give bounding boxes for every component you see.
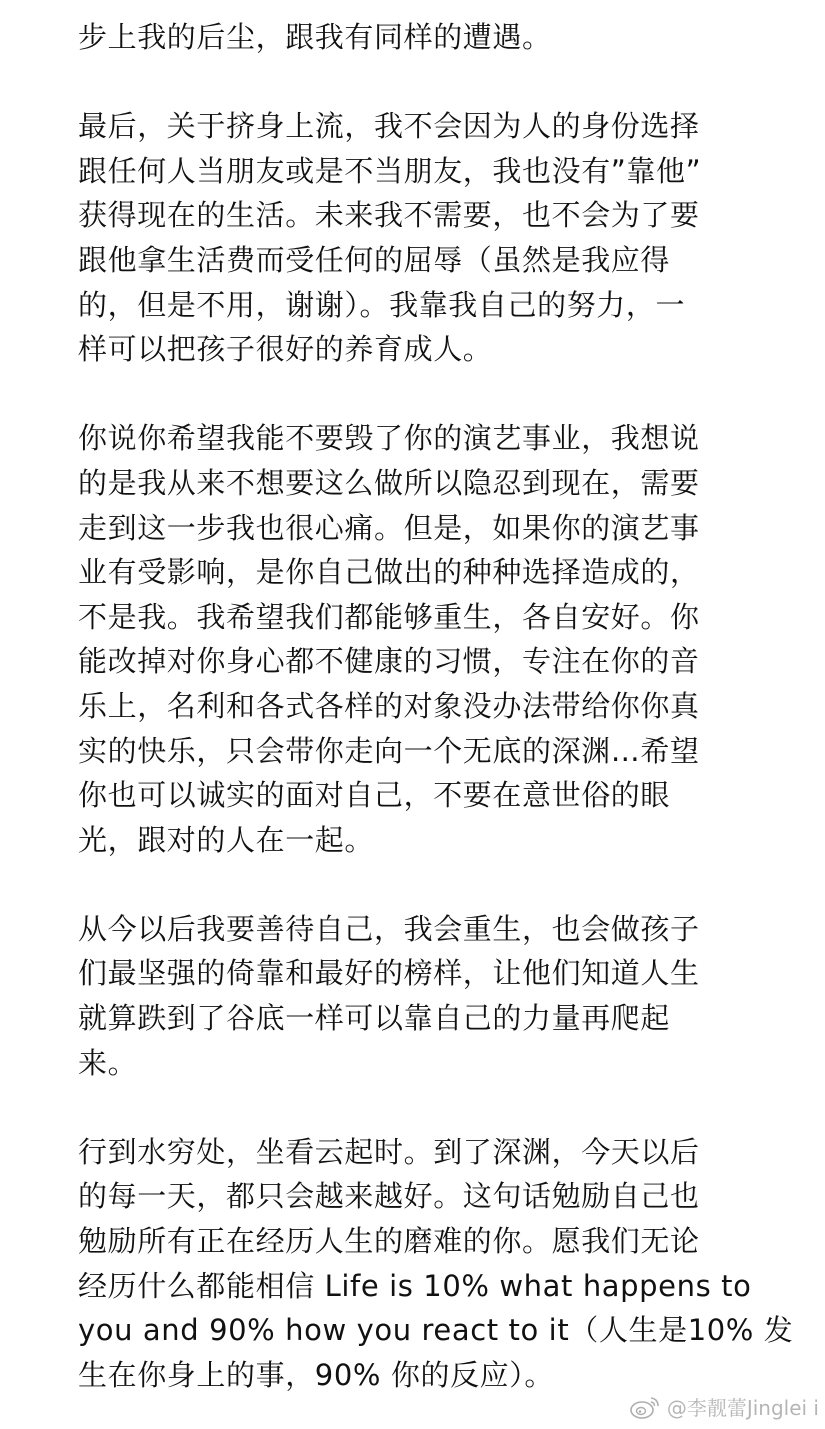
text-line: 跟他拿生活费而受任何的屈辱（虽然是我应得 (78, 242, 671, 277)
text-line: 样可以把孩子很好的养育成人。 (78, 332, 493, 367)
paragraph-gap (78, 372, 778, 417)
paragraph-4 (78, 907, 778, 1085)
text-line: 不是我。我希望我们都能够重生，各自安好。你 (78, 599, 700, 634)
text-line: 生在你身上的事，90% 你的反应）。 (78, 1357, 554, 1392)
text-line: 走到这一步我也很心痛。但是，如果你的演艺事 (78, 510, 700, 545)
text-line: 光，跟对的人在一起。 (78, 822, 375, 857)
text-line: 跟任何人当朋友或是不当朋友，我也没有”靠他” (78, 153, 702, 188)
watermark-text: @李靓蕾Jinglei i (666, 1396, 819, 1420)
paragraph-1 (78, 15, 778, 60)
text-line: 步上我的后尘，跟我有同样的遭遇。 (78, 20, 552, 54)
text-line: 业有受影响，是你自己做出的种种选择造成的， (78, 555, 700, 590)
text-line: 们最坚强的倚靠和最好的榜样，让他们知道人生 (78, 956, 700, 991)
text-line: 你说你希望我能不要毁了你的演艺事业，我想说 (78, 421, 700, 456)
text-line: 的是我从来不想要这么做所以隐忍到现在，需要 (78, 465, 700, 500)
text-line: 勉励所有正在经历人生的磨难的你。愿我们无论 (78, 1224, 700, 1259)
text-line: 的每一天，都只会越来越好。这句话勉励自己也 (78, 1179, 700, 1214)
text-line: 行到水穷处，坐看云起时。到了深渊，今天以后 (78, 1134, 700, 1169)
text-line: 获得现在的生活。未来我不需要，也不会为了要 (78, 198, 700, 233)
paragraph-gap (78, 862, 778, 907)
text-line: 实的快乐，只会带你走向一个无底的深渊…希望 (78, 733, 700, 768)
letter-body (78, 15, 794, 1397)
paragraph-2 (78, 104, 778, 372)
text-line: 你也可以诚实的面对自己，不要在意世俗的眼 (78, 778, 671, 813)
text-line: 最后，关于挤身上流，我不会因为人的身份选择 (78, 109, 700, 144)
weibo-watermark (629, 1392, 819, 1421)
paragraph-5 (78, 1130, 794, 1398)
paragraph-gap (78, 60, 778, 105)
text-line: 来。 (78, 1045, 138, 1080)
text-line: 从今以后我要善待自己，我会重生，也会做孩子 (78, 911, 700, 946)
text-line: 能改掉对你身心都不健康的习惯，专注在你的音 (78, 644, 700, 679)
text-line: 乐上，名利和各式各样的对象没办法带给你你真 (78, 688, 700, 723)
text-line: 经历什么都能相信 Life is 10% what happens to (78, 1268, 752, 1303)
weibo-icon (629, 1394, 661, 1420)
text-line: 就算跌到了谷底一样可以靠自己的力量再爬起 (78, 1001, 671, 1036)
paragraph-gap (78, 1085, 778, 1130)
text-line: 的，但是不用，谢谢）。我靠我自己的努力，一 (78, 287, 686, 322)
text-line: you and 90% how you react to it（人生是10% 发 (78, 1313, 794, 1348)
paragraph-3 (78, 416, 778, 862)
